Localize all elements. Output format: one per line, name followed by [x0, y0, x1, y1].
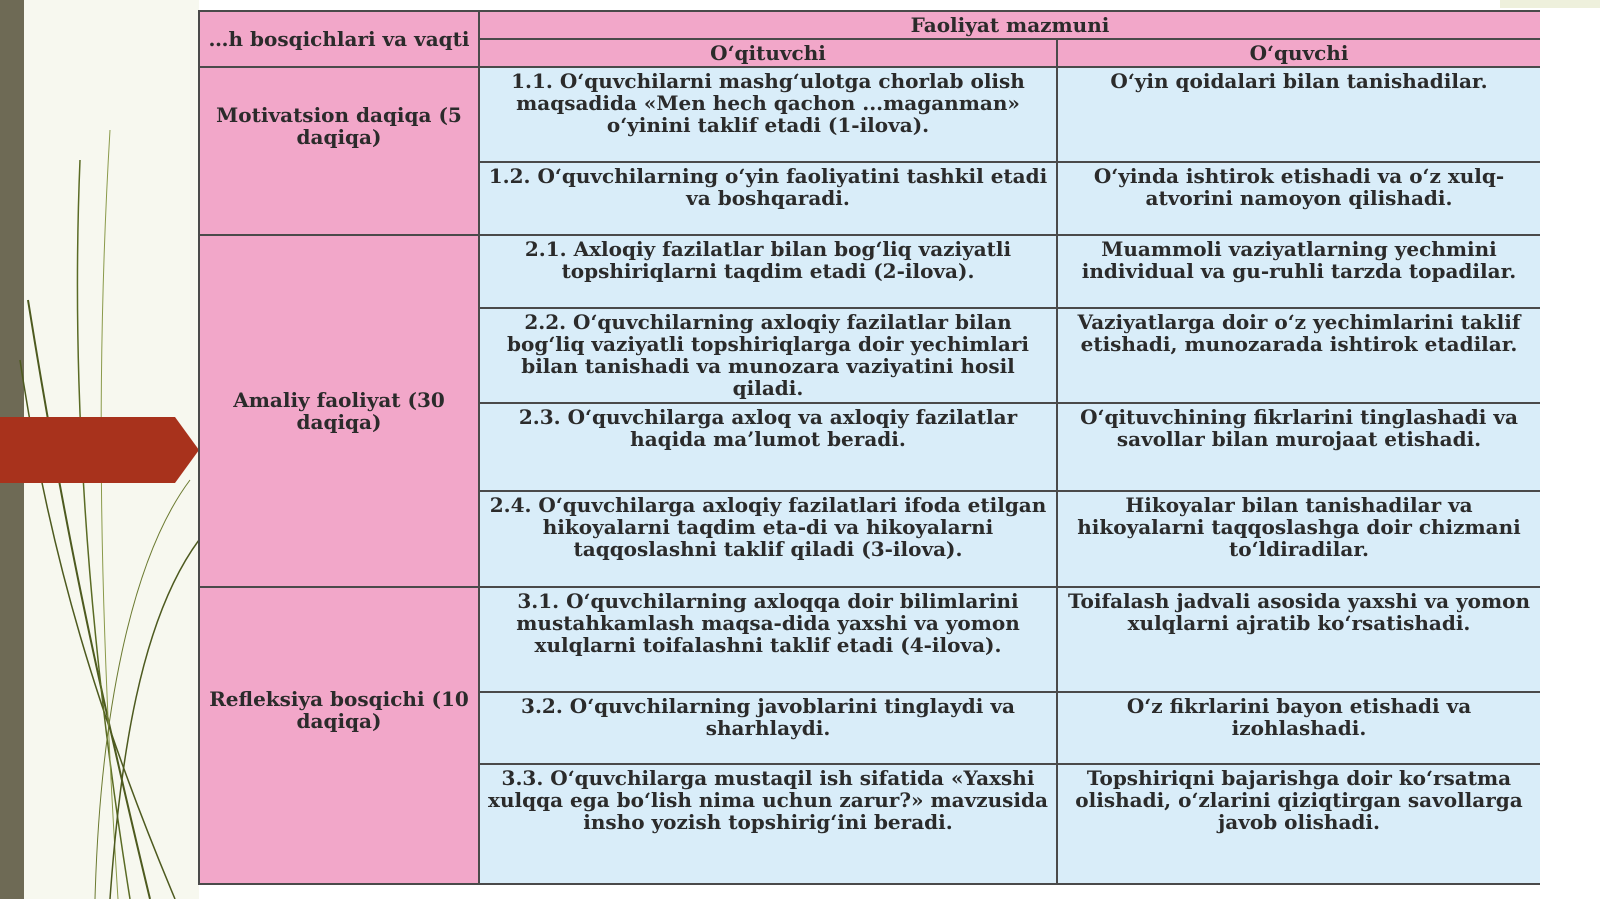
stage-label-motivation: Motivatsion daqiqa (5 daqiqa) — [199, 67, 479, 235]
header-stage: …h bosqichlari va vaqti — [199, 11, 479, 67]
teacher-cell: 3.3. O‘quvchilarga mustaqil ish sifatida «Yaxshi xulqqa ega bo‘lish nima uchun zarur?» mavzusida insho yozish topshirig‘ini beradi. — [479, 764, 1057, 884]
stage-label-reflection: Refleksiya bosqichi (10 daqiqa) — [199, 587, 479, 884]
student-cell: O‘qituvchining fikrlarini tinglashadi va savollar bilan murojaat etishadi. — [1057, 403, 1540, 491]
header-activity: Faoliyat mazmuni — [479, 11, 1540, 39]
stage-label-practice: Amaliy faoliyat (30 daqiqa) — [199, 235, 479, 587]
student-cell: Toifalash jadvali asosida yaxshi va yomon xulqlarni ajratib ko‘rsatishadi. — [1057, 587, 1540, 692]
teacher-cell: 3.1. O‘quvchilarning axloqqa doir bilimlarini mustahkamlash maqsa-dida yaxshi va yomon xulqlarni toifalashni taklif etadi (4-ilova). — [479, 587, 1057, 692]
top-right-strip — [1500, 0, 1600, 8]
student-cell: O‘yin qoidalari bilan tanishadilar. — [1057, 67, 1540, 162]
teacher-cell: 2.2. O‘quvchilarning axloqiy fazilatlar bilan bog‘liq vaziyatli topshiriqlarga doir yechimlari bilan tanishadi va munozara vaziyatini hosil qiladi. — [479, 308, 1057, 403]
teacher-cell: 1.1. O‘quvchilarni mashg‘ulotga chorlab olish maqsadida «Men hech qachon ...maganman» o‘yinini taklif etadi (1-ilova). — [479, 67, 1057, 162]
student-cell: Vaziyatlarga doir o‘z yechimlarini taklif etishadi, munozarada ishtirok etadilar. — [1057, 308, 1540, 403]
teacher-cell: 2.4. O‘quvchilarga axloqiy fazilatlari ifoda etilgan hikoyalarni taqdim eta-di va hikoyalarni taqqoslashni taklif qiladi (3-ilova). — [479, 491, 1057, 587]
teacher-cell: 3.2. O‘quvchilarning javoblarini tinglaydi va sharhlaydi. — [479, 692, 1057, 764]
student-cell: Muammoli vaziyatlarning yechmini individual va gu-ruhli tarzda topadilar. — [1057, 235, 1540, 308]
header-teacher: O‘qituvchi — [479, 39, 1057, 67]
student-cell: Hikoyalar bilan tanishadilar va hikoyalarni taqqoslashga doir chizmani to‘ldiradilar. — [1057, 491, 1540, 587]
red-arrow-icon — [0, 417, 199, 483]
student-cell: O‘z fikrlarini bayon etishadi va izohlashadi. — [1057, 692, 1540, 764]
teacher-cell: 1.2. O‘quvchilarning o‘yin faoliyatini tashkil etadi va boshqaradi. — [479, 162, 1057, 235]
lesson-plan-table — [198, 10, 1540, 899]
teacher-cell: 2.1. Axloqiy fazilatlar bilan bog‘liq vaziyatli topshiriqlarni taqdim etadi (2-ilova). — [479, 235, 1057, 308]
teacher-cell: 2.3. O‘quvchilarga axloq va axloqiy fazilatlar haqida ma’lumot beradi. — [479, 403, 1057, 491]
student-cell: O‘yinda ishtirok etishadi va o‘z xulq-atvorini namoyon qilishadi. — [1057, 162, 1540, 235]
header-student: O‘quvchi — [1057, 39, 1540, 67]
student-cell: Topshiriqni bajarishga doir ko‘rsatma olishadi, o‘zlarini qiziqtirgan savollarga javob olishadi. — [1057, 764, 1540, 884]
